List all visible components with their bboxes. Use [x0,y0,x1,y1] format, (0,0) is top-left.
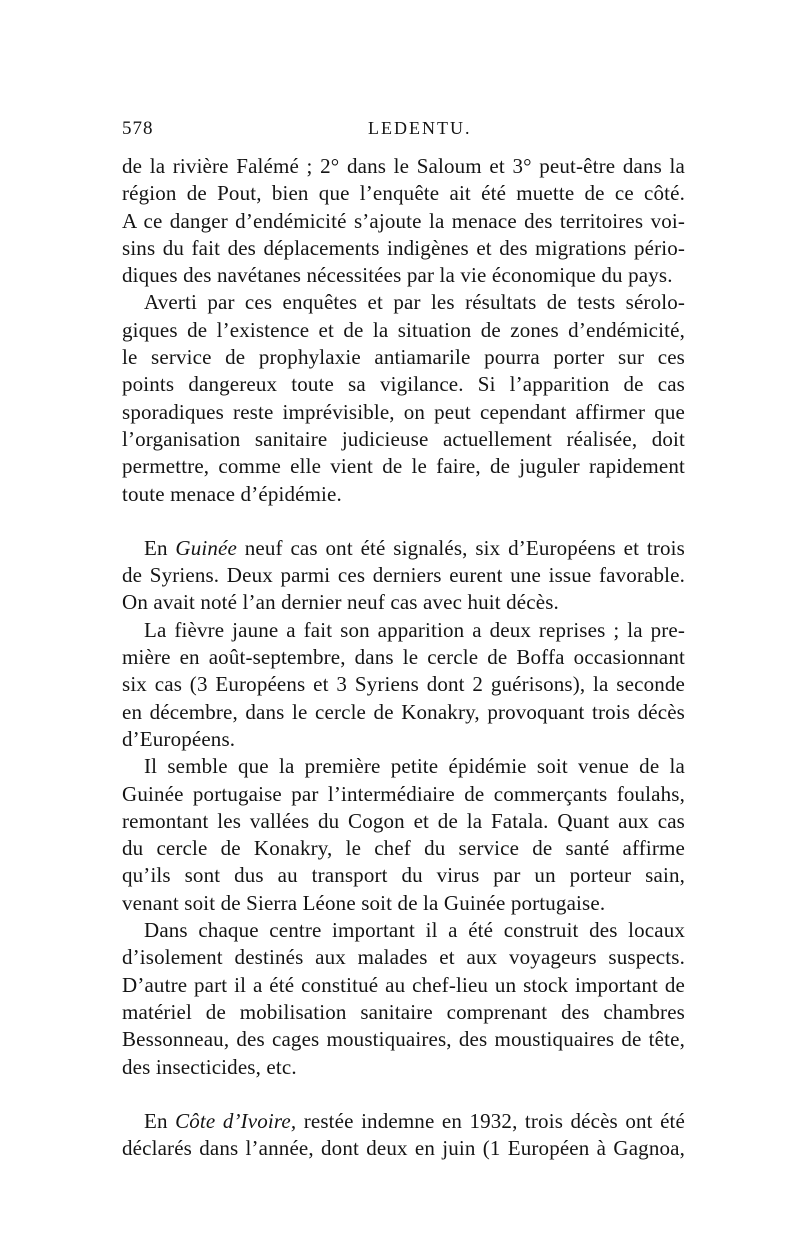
text-line: Il semble que la première petite épidémie soit venue de la [144,754,685,779]
text-line: le service de prophylaxie antiamarile pourra porter sur ces [122,345,685,370]
text-line: remontant les vallées du Cogon et de la Fatala. Quant aux cas [122,808,685,833]
text-line: en décembre, dans le cercle de Konakry, provoquant trois décès [122,699,685,724]
page-number: 578 [122,118,154,139]
text-line: giques de l’existence et de la situation de zones d’endémicité, [122,317,685,342]
text-line: de la rivière Falémé ; 2° dans le Saloum et 3° peut-être dans la [122,154,685,178]
body-text [122,153,685,1162]
paragraph-5 [122,753,685,917]
running-title: LEDENTU. [368,118,472,138]
paragraph-4 [122,617,685,753]
running-head [122,118,684,144]
text-line: l’organisation sanitaire judicieuse actuellement réalisée, doit [122,426,685,451]
text-line: diques des navétanes nécessitées par la vie économique du pays. [122,263,673,288]
text-line: du cercle de Konakry, le chef du service de santé affirme [122,836,685,861]
text-line: sins du fait des déplacements indigènes et des migrations pério- [122,235,685,260]
text-line [122,535,685,562]
text-line: de Syriens. Deux parmi ces derniers eurent une issue favorable. [122,563,685,588]
text-line: qu’ils sont dus au transport du virus par un porteur sain, [122,863,685,888]
text-line: des insecticides, etc. [122,1054,297,1079]
paragraph-guinee [122,535,685,617]
text-line: matériel de mobilisation sanitaire comprenant des chambres [122,999,685,1024]
text-line: points dangereux toute sa vigilance. Si l’apparition de cas [122,372,685,397]
text-line: d’Européens. [122,726,236,751]
text-line: Bessonneau, des cages moustiquaires, des moustiquaires de tête, [122,1027,685,1052]
line-remainder: restée indemne en 1932, trois décès ont été [296,1108,685,1133]
text-line: D’autre part il a été constitué au chef-lieu un stock important de [122,972,685,997]
text-line: région de Pout, bien que l’enquête ait été muette de ce côté. [122,181,685,206]
text-line: On avait noté l’an dernier neuf cas avec huit décès. [122,590,559,615]
text-line: venant soit de Sierra Léone soit de la Guinée portugaise. [122,890,606,915]
line-remainder: neuf cas ont été signalés, six d’Européens et trois [236,535,685,560]
paragraph-1 [122,153,685,289]
text-line: Averti par ces enquêtes et par les résultats de tests sérolo- [144,290,685,315]
text-line: six cas (3 Européens et 3 Syriens dont 2 guérisons), la seconde [122,672,685,697]
section-gap [122,1081,685,1108]
text-line: Guinée portugaise par l’intermédiaire de commerçants foulahs, [122,781,685,806]
text-line: d’isolement destinés aux malades et aux voyageurs suspects. [122,945,685,970]
text-line: toute menace d’épidémie. [122,481,342,506]
paragraph-2 [122,289,685,507]
text-line: permettre, comme elle vient de le faire, de juguler rapidement [122,454,685,479]
section-gap [122,508,685,535]
text-line: sporadiques reste imprévisible, on peut cependant affirmer que [122,399,685,424]
lead-prefix: En [144,1108,176,1133]
place-name-guinee: Guinée [175,535,237,560]
paragraph-cote-divoire [122,1108,685,1163]
text-line: A ce danger d’endémicité s’ajoute la menace des territoires voi- [122,208,685,233]
text-line: Dans chaque centre important il a été construit des locaux [144,918,685,943]
text-line: déclarés dans l’année, dont deux en juin (1 Européen à Gagnoa, [122,1136,685,1161]
text-line [122,1108,685,1135]
paragraph-6 [122,917,685,1081]
place-name-cote-divoire: Côte d’Ivoire, [175,1108,297,1133]
lead-prefix: En [144,535,176,560]
text-line: La fièvre jaune a fait son apparition a deux reprises ; la pre- [144,617,685,642]
text-line: mière en août-septembre, dans le cercle de Boffa occasionnant [122,645,685,670]
